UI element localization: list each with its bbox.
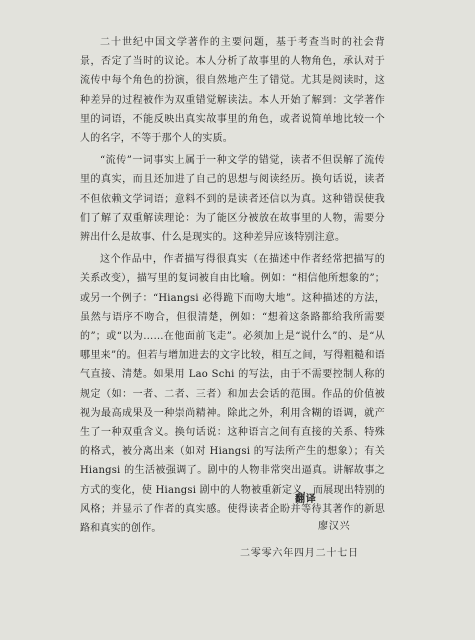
translator-name: 廖汉兴: [318, 521, 351, 532]
body-text: [80, 33, 385, 538]
paragraph-3: 这个作品中，作者描写得很真实（在描述中作者经常把描写的关系改变），描写里的复词被自由比喻。例如：“相信他所想象的”；或另一个例子：“Hiangsi 必得跪下而吻大地”。这种描述的方法，虽然与语序不吻合，但很清楚，例如：“想着这条路都给我所需要的”；或“以为……在他面前飞走”。必须加上是“说什么”的、是“从哪里来”的。但若与增加进去的文字比较，相互之间，写得粗糙和语气直接、清楚。如果用 Lao Schi 的写法，由于不需要控制人称的规定（如：一者、二者、三者）和加去会话的范围。作品的价值被视为最高成果及一种崇尚精神。除此之外，利用含糊的语调，就产生了一种双重含义。换句话说：这种语言之间有直接的关系、特殊的格式，被分离出来（如对 Hiangsi 的写法所产生的想象）；有关 Hiangsi 的生活被强调了。剧中的人物非常突出逼真。讲解故事之方式的变化，使 Hiangsi 剧中的人物被重新定义，而展现出特别的风格；并显示了作者的真实感。使得读者企盼并等待其著作的新思路和真实的创作。: [80, 254, 385, 535]
translator-label: 翻译: [295, 494, 317, 505]
paragraph-2: “流传”一词事实上属于一种文学的错觉，读者不但误解了流传里的真实，而且还加进了自己的思想与阅读经历。换句话说，读者不但依赖文学词语；意料不到的是读者还信以为真。这种错误使我们了解了双重解读理论：为了能区分被放在故事里的人物，需要分辨出什么是故事、什么是现实的。这种差异应该特别注意。: [80, 155, 385, 244]
paragraph-1: 二十世纪中国文学著作的主要问题，基于考查当时的社会背景，否定了当时的议论。本人分析了故事里的人物角色，承认对于流传中每个角色的扮演，很自然地产生了错觉。尤其是阅读时，这种差异的过程被作为双重错觉解读法。本人开始了解到：文学著作里的词语，不能反映出真实故事里的角色，或者说简单地比较一个人的名字，不等于那个人的实质。: [80, 37, 385, 145]
translation-date: 二零零六年四月二十七日: [240, 548, 359, 559]
